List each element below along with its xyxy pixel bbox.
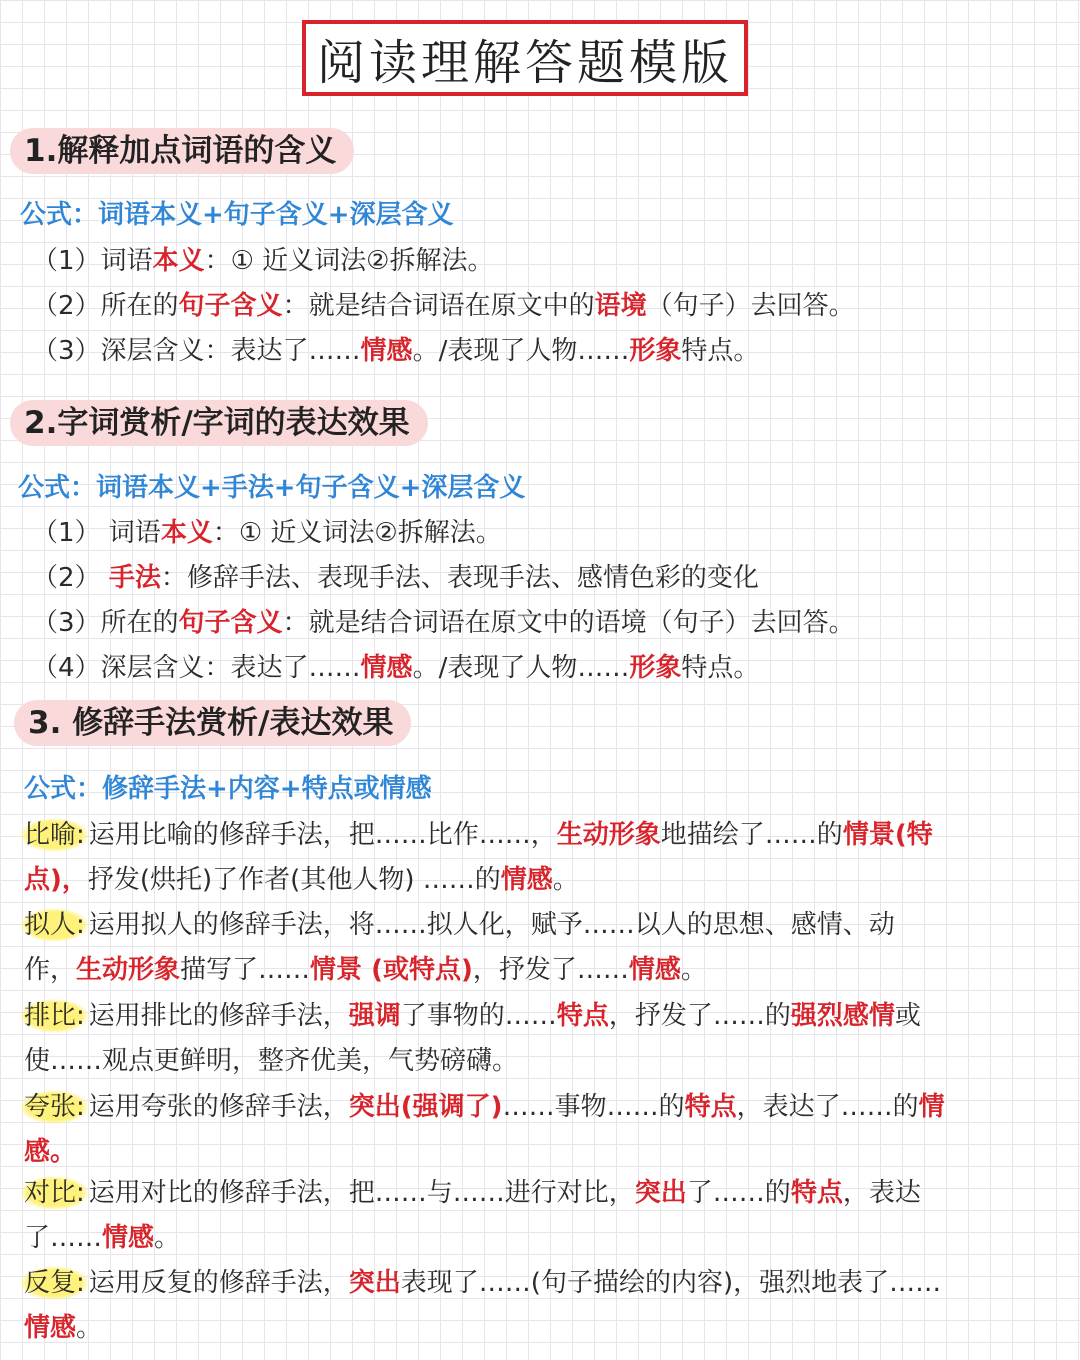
text: ：就是结合词语在原文中的 <box>282 291 595 321</box>
text: ：修辞手法、表现手法、表现手法、感情色彩的变化 <box>160 563 759 593</box>
highlight-text: 情景(特 <box>842 820 933 850</box>
personification-line-2 <box>24 949 707 986</box>
highlight-text: 点)， <box>24 865 88 895</box>
highlight-text: 突出(强调了) <box>348 1092 503 1122</box>
highlight-text: 句子含义 <box>178 291 283 321</box>
section-2-line-4 <box>32 647 759 684</box>
text: 。 <box>76 1313 103 1343</box>
text: 作， <box>24 955 77 985</box>
text: ，表达 <box>842 1178 921 1208</box>
contrast-label: 对比: <box>20 1176 89 1210</box>
highlight-text: 生动形象 <box>556 820 661 850</box>
repetition-line-1 <box>20 1262 941 1299</box>
highlight-text: 本义 <box>160 518 213 548</box>
highlight-text: 强调 <box>348 1001 401 1031</box>
contrast-line-2 <box>24 1217 180 1254</box>
text: ……事物……的 <box>502 1092 685 1122</box>
text: 地描绘了……的 <box>660 820 843 850</box>
section-2-line-2 <box>32 557 759 594</box>
text: 运用拟人的修辞手法，将……拟人化，赋予……以人的思想、感情、动 <box>88 910 895 940</box>
highlight-text: 形象 <box>629 336 682 366</box>
highlight-text: 突出 <box>634 1178 687 1208</box>
text: ：① 近义词法②拆解法。 <box>212 518 502 548</box>
text: 。 <box>552 865 579 895</box>
highlight-text: 本义 <box>152 246 205 276</box>
highlight-text: 情感 <box>360 336 413 366</box>
text: ，抒发了…… <box>472 955 629 985</box>
highlight-text: 强烈感情 <box>790 1001 895 1031</box>
text: 运用反复的修辞手法， <box>88 1268 349 1298</box>
repetition-label: 反复: <box>20 1266 89 1300</box>
text: 了…… <box>24 1223 103 1253</box>
text: ，表达了……的 <box>736 1092 919 1122</box>
parallelism-line-1 <box>20 995 921 1032</box>
section-2-line-1 <box>32 512 502 549</box>
section-3-heading: 3. 修辞手法赏析/表达效果 <box>14 700 411 746</box>
text: ：就是结合词语在原文中的语境（句子）去回答。 <box>282 608 855 638</box>
text: （4）深层含义：表达了…… <box>32 653 361 683</box>
text: 运用排比的修辞手法， <box>88 1001 349 1031</box>
text: 或 <box>894 1001 921 1031</box>
section-1-line-1 <box>32 240 493 277</box>
contrast-line-1 <box>20 1172 921 1209</box>
text: 特点。 <box>681 336 760 366</box>
text: 抒发(烘托)了作者(其他人物) ……的 <box>87 865 501 895</box>
highlight-text: 感。 <box>24 1137 77 1167</box>
section-1-formula: 公式：词语本义+句子含义+深层含义 <box>20 200 454 230</box>
highlight-text: 情感 <box>24 1313 77 1343</box>
highlight-text: 特点 <box>790 1178 843 1208</box>
highlight-text: 情 <box>918 1092 945 1122</box>
text: 。 <box>154 1223 181 1253</box>
highlight-text: 手法 <box>108 563 161 593</box>
text: 特点。 <box>681 653 760 683</box>
highlight-text: 生动形象 <box>76 955 181 985</box>
text: 使……观点更鲜明，整齐优美，气势磅礴。 <box>24 1046 519 1076</box>
text: ：① 近义词法②拆解法。 <box>204 246 494 276</box>
text: 表现了……(句子描绘的内容)，强烈地表了…… <box>400 1268 942 1298</box>
text: （句子）去回答。 <box>646 291 855 321</box>
text: （1） 词语 <box>32 518 161 548</box>
metaphor-line-2 <box>24 859 579 896</box>
section-2-heading: 2.字词赏析/字词的表达效果 <box>10 400 428 446</box>
highlight-text: 情感 <box>102 1223 155 1253</box>
personification-line-1 <box>20 904 895 941</box>
highlight-text: 特点 <box>684 1092 737 1122</box>
highlight-text: 突出 <box>348 1268 401 1298</box>
text: 了事物的…… <box>400 1001 557 1031</box>
section-2-line-3 <box>32 602 855 639</box>
text: （2）所在的 <box>32 291 179 321</box>
section-1-line-2 <box>32 285 855 322</box>
parallelism-line-2 <box>24 1040 518 1077</box>
repetition-line-2 <box>24 1307 102 1344</box>
hyperbole-line-1 <box>20 1086 945 1123</box>
text: 。/表现了人物…… <box>412 653 630 683</box>
section-1-line-3 <box>32 330 759 367</box>
text: 。/表现了人物…… <box>412 336 630 366</box>
highlight-text: 情感 <box>500 865 553 895</box>
text: 了……的 <box>686 1178 791 1208</box>
hyperbole-label: 夸张: <box>20 1090 89 1124</box>
text: 运用比喻的修辞手法，把……比作……， <box>88 820 557 850</box>
section-1-heading: 1.解释加点词语的含义 <box>10 128 354 174</box>
text: （2） <box>32 563 109 593</box>
highlight-text: 句子含义 <box>178 608 283 638</box>
section-3-formula: 公式：修辞手法+内容+特点或情感 <box>24 774 432 804</box>
highlight-text: 情感 <box>628 955 681 985</box>
text: （3）深层含义：表达了…… <box>32 336 361 366</box>
text: （3）所在的 <box>32 608 179 638</box>
parallelism-label: 排比: <box>20 999 89 1033</box>
highlight-text: 语境 <box>594 291 647 321</box>
text: 运用夸张的修辞手法， <box>88 1092 349 1122</box>
highlight-text: 形象 <box>629 653 682 683</box>
text: （1）词语 <box>32 246 153 276</box>
highlight-text: 情景 (或特点) <box>310 955 473 985</box>
text: 。 <box>680 955 707 985</box>
text: 运用对比的修辞手法，把……与……进行对比， <box>88 1178 635 1208</box>
page-title: 阅读理解答题模版 <box>302 20 748 96</box>
metaphor-line-1 <box>20 814 933 851</box>
personification-label: 拟人: <box>20 908 89 942</box>
section-2-formula: 公式：词语本义+手法+句子含义+深层含义 <box>18 473 526 503</box>
text: ，抒发了……的 <box>608 1001 791 1031</box>
highlight-text: 情感 <box>360 653 413 683</box>
highlight-text: 特点 <box>556 1001 609 1031</box>
hyperbole-line-2 <box>24 1131 76 1168</box>
text: 描写了…… <box>180 955 311 985</box>
metaphor-label: 比喻: <box>20 818 89 852</box>
